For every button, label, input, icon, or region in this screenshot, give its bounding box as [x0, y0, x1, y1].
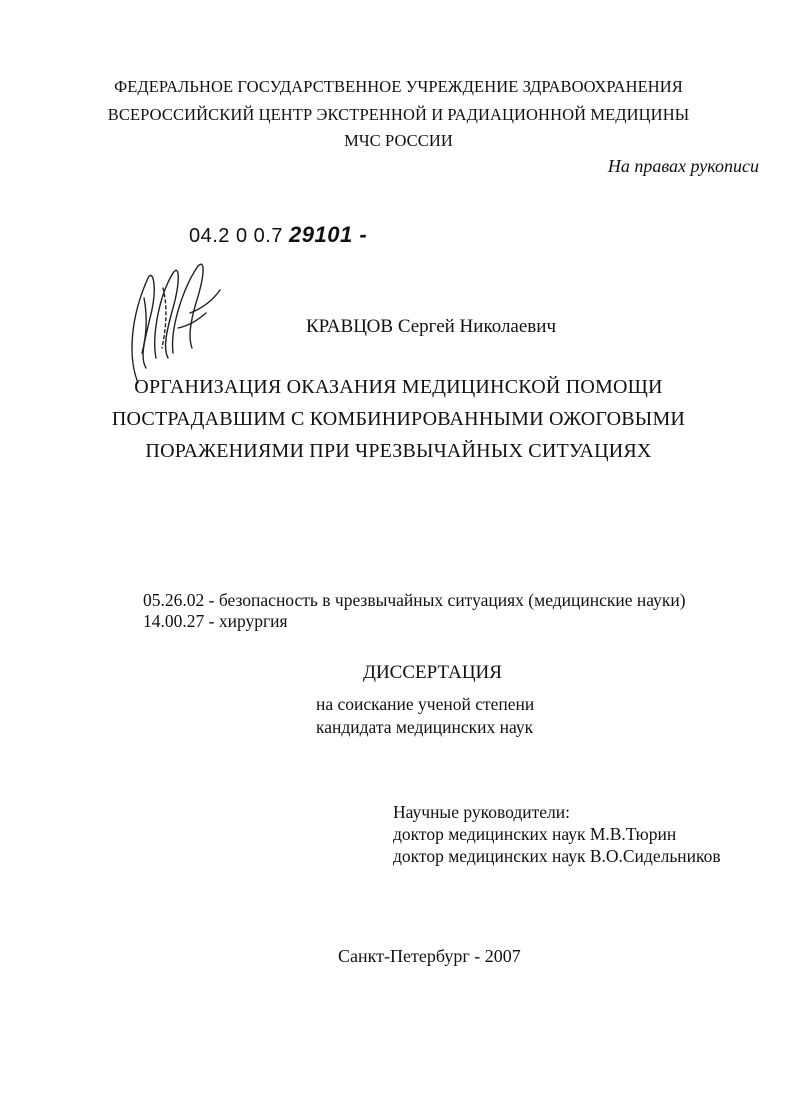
supervisors-heading: Научные руководители: — [393, 802, 570, 822]
title-line-1: ОРГАНИЗАЦИЯ ОКАЗАНИЯ МЕДИЦИНСКОЙ ПОМОЩИ — [134, 376, 663, 398]
rights-note: На правах рукописи — [607, 156, 759, 176]
institution-line-3: МЧС РОССИИ — [344, 131, 453, 150]
document-type: ДИССЕРТАЦИЯ — [363, 662, 502, 683]
stamp-printed-number: 04.2 0 0.7 — [189, 225, 283, 247]
degree-line-1: на соискание ученой степени — [316, 694, 535, 714]
stamp-handwritten-number: 29101 - — [289, 222, 368, 247]
registration-stamp — [189, 222, 367, 248]
title-line-2: ПОСТРАДАВШИМ С КОМБИНИРОВАННЫМИ ОЖОГОВЫМИ — [111, 408, 686, 430]
supervisor-2: доктор медицинских наук В.О.Сидельников — [393, 846, 721, 866]
specialty-code-2: 14.00.27 - хирургия — [143, 611, 288, 631]
specialty-code-1: 05.26.02 - безопасность в чрезвычайных ситуациях (медицинские науки) — [143, 590, 686, 610]
city-year: Санкт-Петербург - 2007 — [338, 946, 521, 966]
degree-line-2: кандидата медицинских наук — [316, 717, 534, 737]
institution-line-2: ВСЕРОССИЙСКИЙ ЦЕНТР ЭКСТРЕННОЙ И РАДИАЦИОННОЙ МЕДИЦИНЫ — [107, 105, 690, 124]
title-line-3: ПОРАЖЕНИЯМИ ПРИ ЧРЕЗВЫЧАЙНЫХ СИТУАЦИЯХ — [145, 440, 652, 462]
institution-line-1: ФЕДЕРАЛЬНОЕ ГОСУДАРСТВЕННОЕ УЧРЕЖДЕНИЕ ЗДРАВООХРАНЕНИЯ — [114, 77, 683, 96]
author-name: КРАВЦОВ Сергей Николаевич — [306, 316, 556, 337]
supervisor-1: доктор медицинских наук М.В.Тюрин — [393, 824, 677, 844]
